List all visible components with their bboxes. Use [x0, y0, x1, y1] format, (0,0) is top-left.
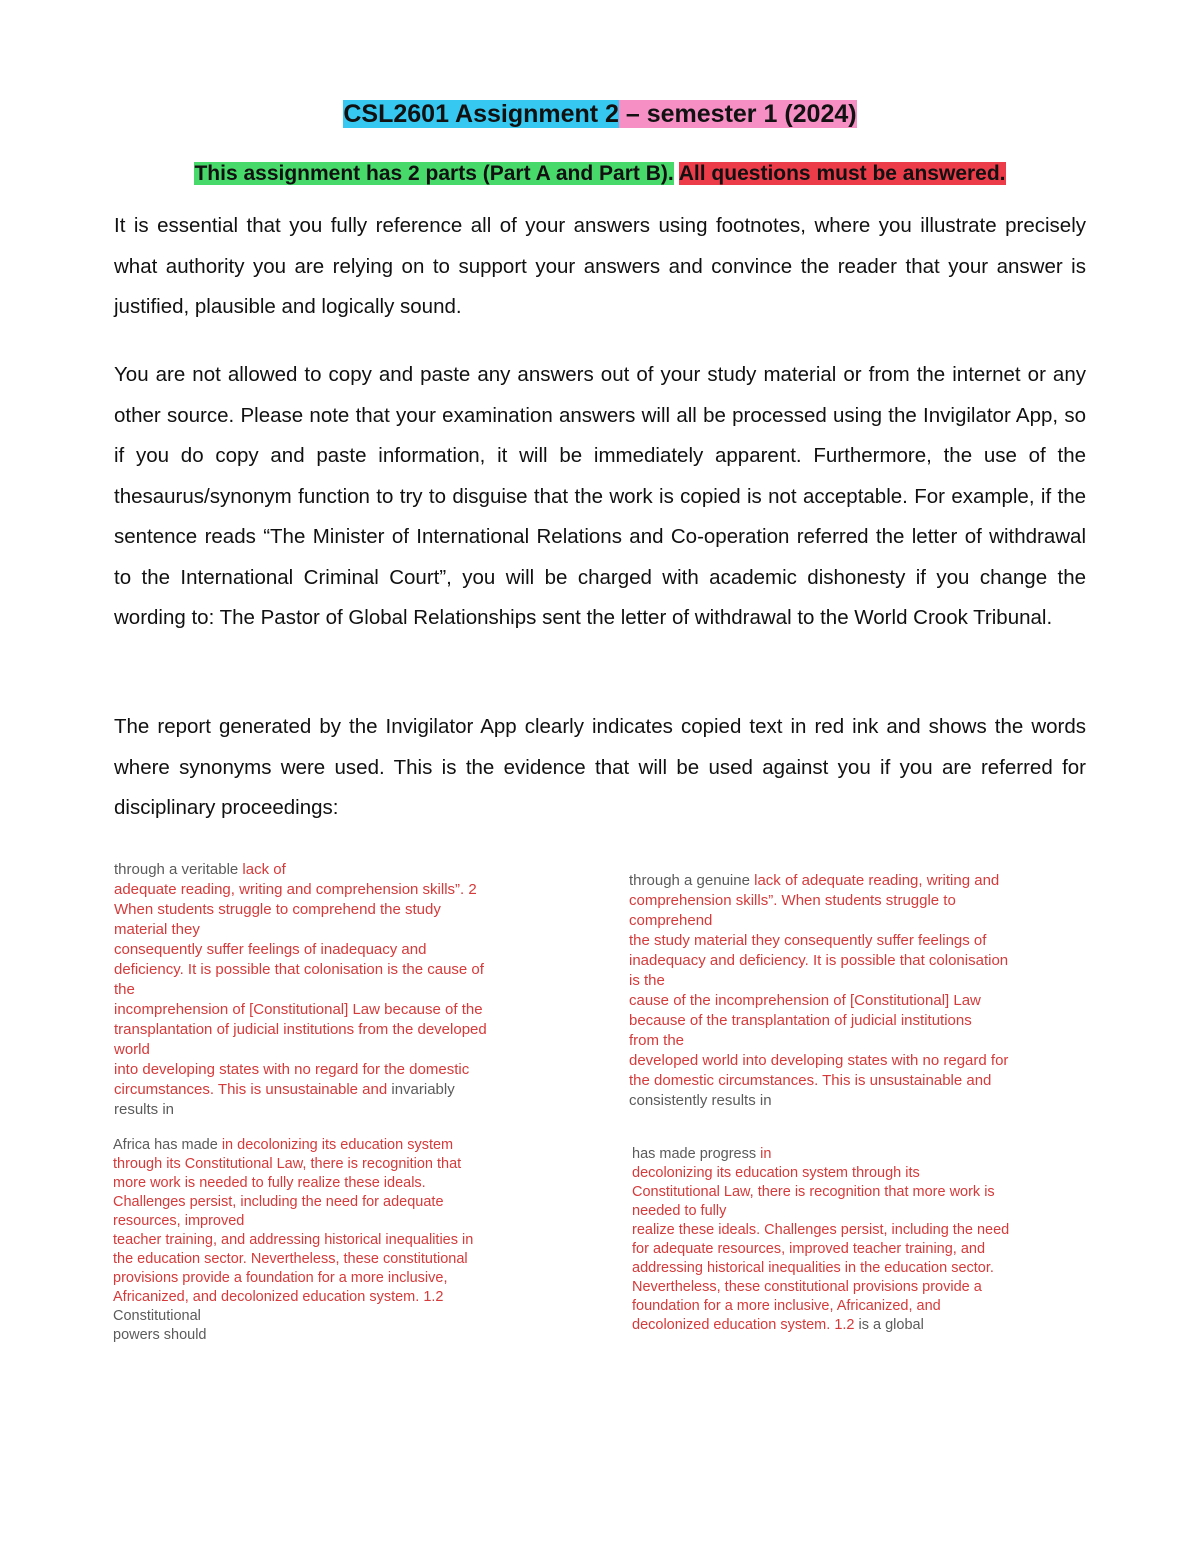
report-copied-text: in decolonizing its education system through its Constitutional Law, there is recognition that more work is needed to fully realize these ideals. Challenges persist, including the need for adequate resources, improved teacher training, and addressing historical inequalities in the education sector. Nevertheless, these constitutional provisions provide a foundation for a more inclusive, Africanized, and decolonized education system. 1.2: [113, 1137, 474, 1305]
notice-parts: This assignment has 2 parts (Part A and Part B).: [194, 162, 674, 185]
report-copied-text: lack of adequate reading, writing and comprehension skills”. 2 When students struggle to comprehend the study material they consequently suffer feelings of inadequacy and deficiency. It is possible that colonisation is the cause of the incomprehension of [Constitutional] Law because of the transplantation of judicial institutions from the developed world into developing states with no regard for the domestic circumstances. This is unsustainable and: [114, 861, 487, 1098]
paragraph-referencing: It is essential that you fully reference all of your answers using footnotes, where you illustrate precisely what authority you are relying on to support your answers and convince the reader that your answer is justified, plausible and logically sound.: [114, 214, 1086, 318]
assignment-notice: [0, 160, 1200, 188]
report-excerpt-3: [113, 1136, 583, 1345]
report-original-text: is a global: [858, 1317, 924, 1333]
paragraph-plagiarism: You are not allowed to copy and paste any answers out of your study material or from the internet or any other source. Please note that your examination answers will all be processed using the Invigilator App, so if you do copy and paste information, it will be immediately apparent. Furthermore, the use of the thesaurus/synonym function to try to disguise that the work is copied is not acceptable. For example, if the sentence reads “The Minister of International Relations and Co-operation referred the letter of withdrawal to the International Criminal Court”, you will be charged with academic dishonesty if you change the wording to: The Pastor of Global Relationships sent the letter of withdrawal to the World Crook Tribunal.: [114, 363, 1086, 629]
report-copied-text: lack of adequate reading, writing and comprehension skills”. When students struggle to comprehend the study material they consequently suffer feelings of inadequacy and deficiency. It is possible that colonisation is the cause of the incomprehension of [Constitutional] Law because of the transplantation of judicial institutions from the developed world into developing states with no regard for the domestic circumstances. This is unsustainable and: [629, 872, 1009, 1089]
report-original-text: has made progress: [632, 1146, 761, 1162]
report-excerpt-2: [629, 871, 1099, 1111]
title-course-code: CSL2601 Assignment 2: [343, 100, 619, 128]
report-copied-text: in decolonizing its education system through its Constitutional Law, there is recognition that more work is needed to fully realize these ideals. Challenges persist, including the need for adequate resources, improved teacher training, and addressing historical inequalities in the education sector. Nevertheless, these constitutional provisions provide a foundation for a more inclusive, Africanized, and decolonized education system. 1.2: [632, 1146, 1010, 1333]
report-original-text: consistently results in: [629, 1092, 772, 1109]
page-title: [0, 97, 1200, 131]
report-original-text: Constitutional powers should: [113, 1308, 207, 1343]
notice-must-answer: All questions must be answered.: [678, 162, 1006, 185]
report-original-text: through a veritable: [114, 861, 243, 878]
report-original-text: through a genuine: [629, 872, 755, 889]
paragraph-report: The report generated by the Invigilator App clearly indicates copied text in red ink and shows the words where synonyms were used. This is the evidence that will be used against you if you are referred for disciplinary proceedings:: [114, 715, 1086, 819]
report-original-text: invariably results in: [114, 1081, 455, 1118]
report-excerpt-1: [114, 860, 584, 1120]
title-semester: – semester 1 (2024): [618, 100, 857, 128]
report-excerpt-4: [632, 1145, 1102, 1335]
report-original-text: Africa has made: [113, 1137, 222, 1153]
